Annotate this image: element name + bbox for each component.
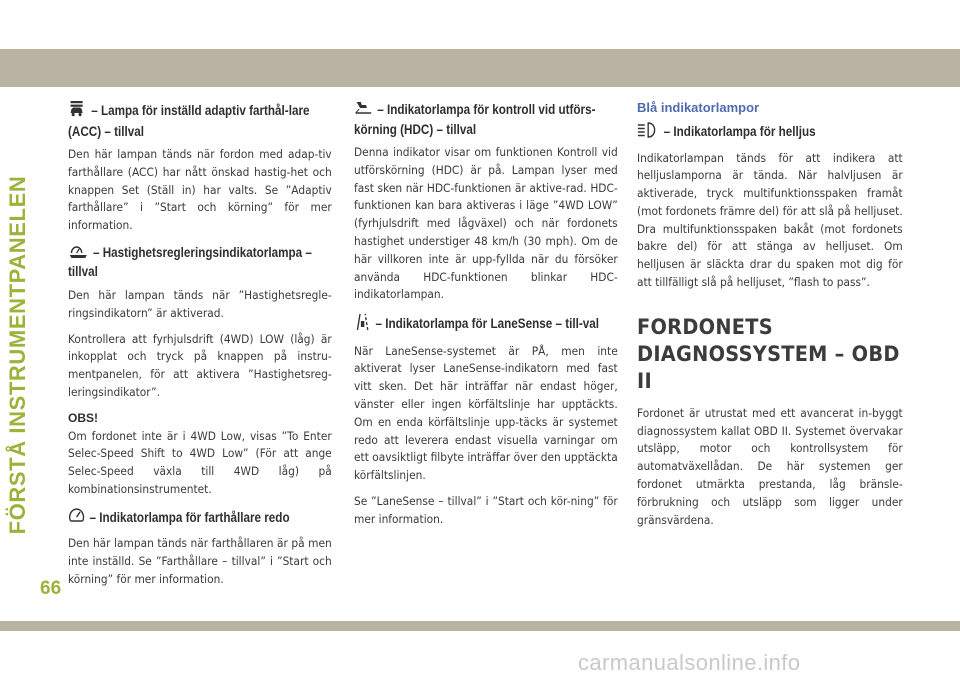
column-2 <box>354 100 618 537</box>
obs-label: OBS! <box>68 410 98 425</box>
hill-descent-icon <box>354 100 373 121</box>
acc-text: Den här lampan tänds när fordon med adap-tiv farthållare (ACC) har nått önskad hastig-het och knappen Set (Ställ in) har valts. Se ”Adaptiv farthållare” i ”Start och körning” för mer information. <box>68 147 332 233</box>
obd-text: Fordonet är utrustat med ett avancerat in-byggt diagnossystem kallat OBD II. Systemet övervakar utsläpp, motor och kontrollsystem för automatväxellådan. De här systemen ger fordonet utmärkta prestanda, låg bränsle-förbrukning och utsläpp som ligger under gränsvärdena. <box>637 405 903 527</box>
column-3 <box>637 100 903 537</box>
high-beam-text: Indikatorlampan tänds för att indikera att helljuslamporna är tända. När halvljusen är aktiverade, tryck multifunktionsspaken framåt (mot fordonets främre del) för att slå på helljuset. Dra multifunktionsspaken bakåt (mot fordonets bakre del) för att stänga av helljuset. Om helljusen är släckta drar du spaken mot dig för att tillfälligt slå på helljuset, ”flash to pass”. <box>637 150 903 290</box>
hdc-text: Denna indikator visar om funktionen Kontroll vid utförskörning (HDC) är på. Lampan lyser med fast sken när HDC-funktionen är aktive-rad. HDC-funktionen kan bara aktiveras i läge ”4WD LOW” (fyrhjulsdrift med lågväxel) och när fordonets hastighet understiger 48 km/h (30 mph). Om de här villkoren inte är upp-fyllda när du försöker använda HDC-funktionen blinkar HDC-indikatorlampan. <box>354 145 618 302</box>
footer-band <box>0 621 960 678</box>
obd-heading: FORDONETS DIAGNOSSYSTEM – OBD II <box>637 314 900 393</box>
cruise-heading: – Indikatorlampa för farthållare redo <box>68 507 331 530</box>
lane-heading: – Indikatorlampa för LaneSense – till-val <box>354 312 617 337</box>
speedometer-icon <box>68 507 85 530</box>
page-number: 66 <box>40 578 62 599</box>
footer-bar <box>0 621 960 631</box>
hdc-heading: – Indikatorlampa för kontroll vid utförs-körning (HDC) – tillval <box>354 101 596 137</box>
high-beam-icon <box>637 121 659 144</box>
cruise-text: Den här lampan tänds när farthållaren är på men inte inställd. Se ”Farthållare – tillval” i ”Start och körning” för mer information. <box>68 536 332 586</box>
lane-text-1: När LaneSense-systemet är PÅ, men inte aktiverat lyser LaneSense-indikatorn med fast vitt sken. Det här inträffar när endast höger, vänster eller ingen körfältslinje har upptäckts. Om en enda körfältslinje upp-täcks är systemet redo att leverera endast visuella varningar om ett oavsiktligt filbyte inträffar över den upptäckta körfältslinjen. <box>354 343 618 483</box>
blue-indicators-heading: Blå indikatorlampor <box>637 100 760 115</box>
lane-text-2: Se ”LaneSense – tillval” i ”Start och kör-ning” för mer information. <box>354 494 618 526</box>
speed-text-2: Kontrollera att fyrhjulsdrift (4WD) LOW (låg) är inkopplat och tryck på knappen på instru-mentpanelen, för att aktivera ”Hastighetsreg-leringsindikator”. <box>68 331 332 399</box>
obs-text: Om fordonet inte är i 4WD Low, visas ”To Enter Selec-Speed Shift to 4WD Low” (För att ange Selec-Speed växla till 4WD låg) på kombinationsinstrumentet. <box>68 428 332 496</box>
header-band <box>0 0 960 88</box>
header-bar <box>0 49 960 87</box>
lanesense-icon <box>354 312 371 337</box>
high-beam-heading: – Indikatorlampa för helljus <box>637 121 902 144</box>
speed-control-icon <box>68 243 89 264</box>
acc-car-icon <box>68 100 87 123</box>
watermark: carmanualsonline.info <box>578 650 801 675</box>
acc-heading: – Lampa för inställd adaptiv farthål-lare (ACC) – tillval <box>68 100 331 140</box>
speed-text-1: Den här lampan tänds när ”Hastighetsregle-ringsindikatorn” är aktiverad. <box>68 287 332 320</box>
section-title: FÖRSTÅ INSTRUMENTPANELEN <box>5 175 30 535</box>
speed-heading: – Hastighetsregleringsindikatorlampa – tillval <box>68 244 312 280</box>
column-1 <box>68 100 332 597</box>
